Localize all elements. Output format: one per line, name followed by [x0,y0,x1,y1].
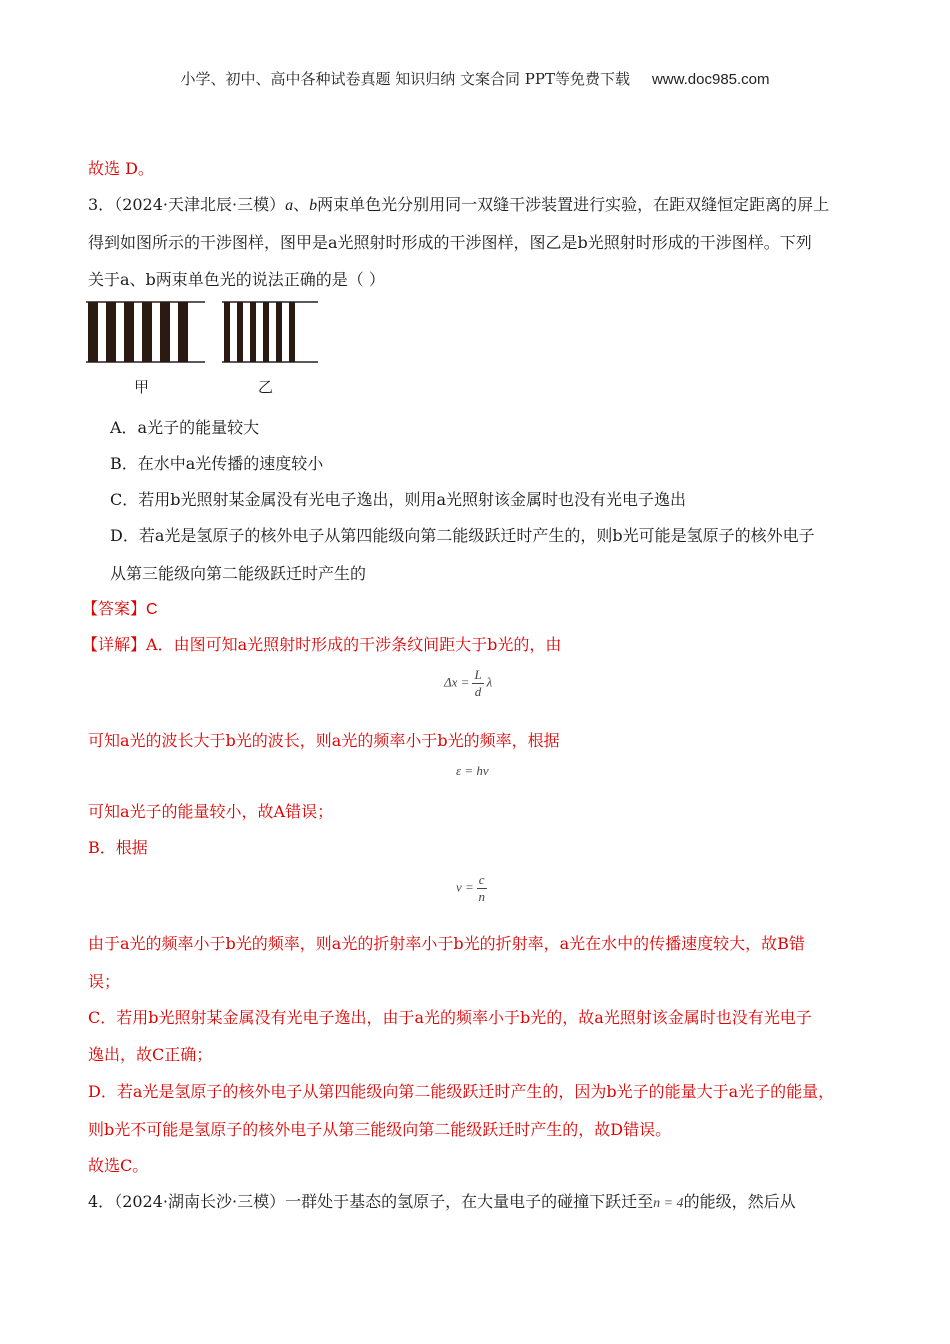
var-b: b [309,197,318,214]
question-line-1: 3．（2024·天津北辰·三模）a、b两束单色光分别用同一双缝干涉装置进行实验，在距双缝恒定距离的屏上 [88,195,830,214]
option-d[interactable]: D．若a光是氢原子的核外电子从第四能级向第二能级跃迁时产生的，则b光可能是氢原子的核外电子 [110,526,815,545]
detail-d-line-1: D．若a光是氢原子的核外电子从第四能级向第二能级跃迁时产生的，因为b光子的能量大于a光子的能量， [88,1082,835,1101]
detail-a-line-2: 可知a光的波长大于b光的波长，则a光的频率小于b光的频率，根据 [88,731,560,750]
detail-b-line-1: B．根据 [88,838,148,857]
formula3-left: v = [456,879,474,895]
option-d-continued: 从第三能级向第二能级跃迁时产生的 [110,564,367,583]
detail-a-line-1 [82,634,561,656]
question-line1-rest: 两束单色光分别用同一双缝干涉装置进行实验，在距双缝恒定距离的屏上 [317,195,830,214]
formula-delta-x [444,667,492,700]
detail-a-line-3: 可知a光子的能量较小，故A错误； [88,802,334,821]
next-question-line [88,1191,796,1215]
next-question-source: （2024·湖南长沙·三模） [114,1192,286,1211]
detail-b-line-3: 误； [88,972,121,991]
formula3-num: c [478,872,485,887]
option-a[interactable]: A．a光子的能量较大 [110,418,260,437]
figure-label-jia: 甲 [134,378,150,396]
header-text: 小学、初中、高中各种试卷真题 知识归纳 文案合同 PPT等免费下载 [180,70,630,88]
question-line-3: 关于a、b两束单色光的说法正确的是（ ） [88,270,385,289]
next-question-text-before: 一群处于基态的氢原子，在大量电子的碰撞下跃迁至 [285,1192,654,1211]
formula-energy: ε = hν [456,763,489,778]
formula3-den: n [478,889,485,904]
figure-label-yi: 乙 [258,378,274,396]
detail-d-line-2: 则b光不可能是氢原子的核外电子从第三能级向第二能级跃迁时产生的，故D错误。 [88,1120,672,1139]
var-a: a [285,197,294,214]
answer-label: 【答案】 [82,599,147,618]
detail-label: 【详解】 [82,635,147,654]
header-url[interactable]: www.doc985.com [651,71,770,88]
question-source: （2024·天津北辰·三模） [114,195,286,214]
answer-line [82,598,158,621]
option-b[interactable]: B．在水中a光传播的速度较小 [110,454,324,473]
formula1-left: Δx = [444,674,470,690]
next-question-formula: n = 4 [653,1196,684,1211]
answer-value: C [146,601,158,618]
detail-b-line-2: 由于a光的频率小于b光的频率，则a光的折射率小于b光的折射率，a光在水中的传播速度较大，故B错 [88,934,805,953]
option-c[interactable]: C．若用b光照射某金属没有光电子逸出，则用a光照射该金属时也没有光电子逸出 [110,490,687,509]
formula-velocity [456,872,490,905]
page-header [0,68,950,89]
prev-conclusion: 故选 D。 [88,159,154,178]
interference-figure [86,300,326,400]
next-question-text-after: 的能级，然后从 [683,1192,796,1211]
formula1-den: d [474,684,482,699]
detail-conclusion: 故选C。 [88,1156,149,1175]
formula1-num: L [474,667,482,682]
detail-c-line-1: C．若用b光照射某金属没有光电子逸出，由于a光的频率小于b光的，故a光照射该金属时也没有光电子 [88,1008,812,1027]
pattern-jia [86,302,205,362]
formula1-right: λ [486,674,493,690]
question-number: 3． [88,195,115,214]
detail-a-text-1: A．由图可知a光照射时形成的干涉条纹间距大于b光的，由 [146,635,562,654]
next-question-number: 4． [88,1192,115,1211]
formula1-fraction [472,667,483,700]
detail-c-line-2: 逸出，故C正确； [88,1045,213,1064]
question-line-2: 得到如图所示的干涉图样，图甲是a光照射时形成的干涉图样，图乙是b光照射时形成的干涉图样。下列 [88,233,812,252]
formula3-fraction [477,872,487,905]
pattern-yi [222,302,318,362]
